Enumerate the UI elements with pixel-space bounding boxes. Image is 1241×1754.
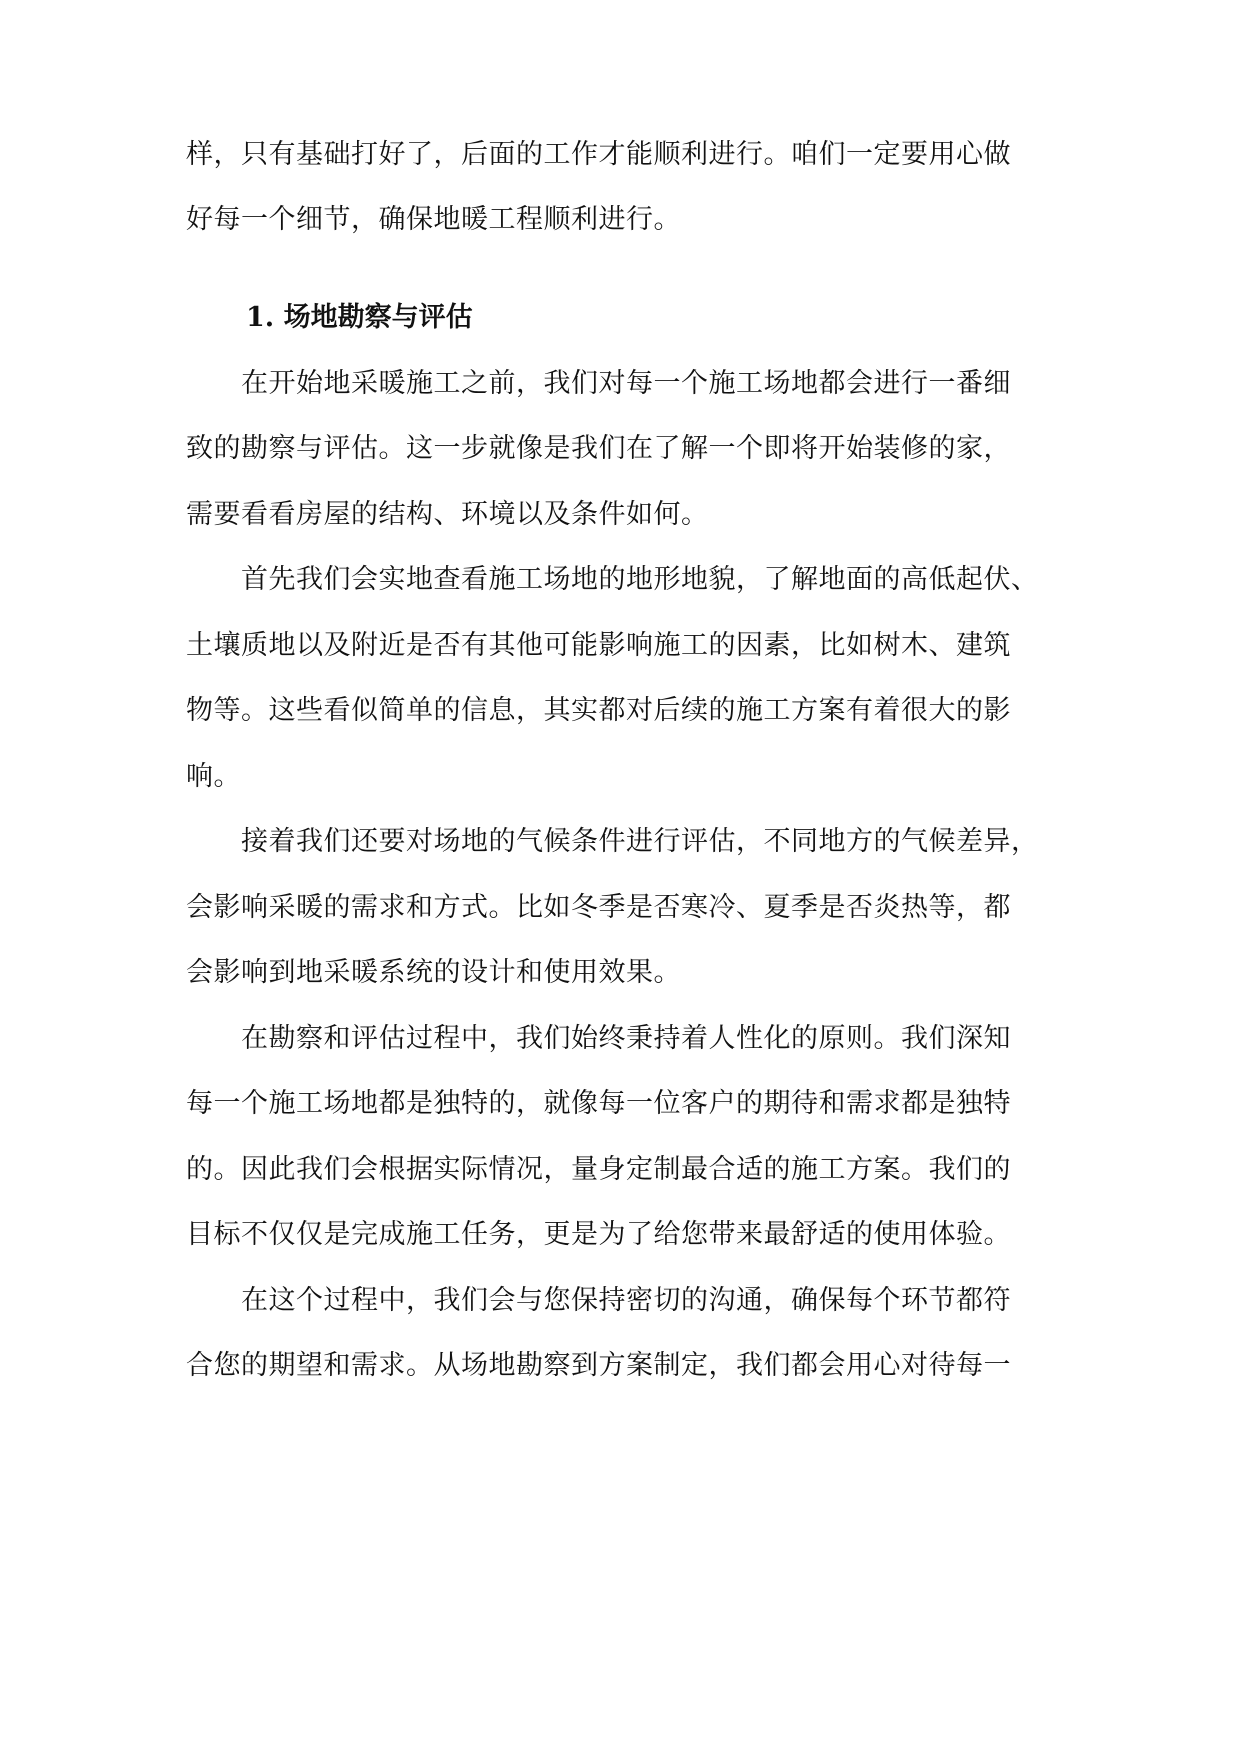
paragraph-line: 接着我们还要对场地的气候条件进行评估，不同地方的气候差异，	[186, 826, 1039, 857]
intro-line: 样，只有基础打好了，后面的工作才能顺利进行。咱们一定要用心做	[186, 139, 1011, 170]
paragraph-line: 合您的期望和需求。从场地勘察到方案制定，我们都会用心对待每一	[186, 1350, 1011, 1381]
paragraph-line: 需要看看房屋的结构、环境以及条件如何。	[186, 499, 709, 530]
paragraph-line: 的。因此我们会根据实际情况，量身定制最合适的施工方案。我们的	[186, 1154, 1011, 1185]
paragraph-line: 在这个过程中，我们会与您保持密切的沟通，确保每个环节都符	[186, 1285, 1011, 1316]
paragraph-line: 每一个施工场地都是独特的，就像每一位客户的期待和需求都是独特	[186, 1088, 1011, 1119]
paragraph-line: 物等。这些看似简单的信息，其实都对后续的施工方案有着很大的影	[186, 695, 1011, 726]
paragraph-line: 在开始地采暖施工之前，我们对每一个施工场地都会进行一番细	[186, 368, 1011, 399]
intro-line: 好每一个细节，确保地暖工程顺利进行。	[186, 204, 681, 235]
paragraph-line: 响。	[186, 761, 241, 792]
section-heading: 1. 场地勘察与评估	[246, 302, 473, 333]
paragraph-line: 目标不仅仅是完成施工任务，更是为了给您带来最舒适的使用体验。	[186, 1219, 1011, 1250]
paragraph-line: 会影响采暖的需求和方式。比如冬季是否寒冷、夏季是否炎热等，都	[186, 892, 1011, 923]
paragraph-line: 土壤质地以及附近是否有其他可能影响施工的因素，比如树木、建筑	[186, 630, 1011, 661]
paragraph-line: 会影响到地采暖系统的设计和使用效果。	[186, 957, 681, 988]
paragraph-line: 致的勘察与评估。这一步就像是我们在了解一个即将开始装修的家，	[186, 433, 1011, 464]
paragraph-line: 首先我们会实地查看施工场地的地形地貌，了解地面的高低起伏、	[186, 564, 1039, 595]
paragraph-line: 在勘察和评估过程中，我们始终秉持着人性化的原则。我们深知	[186, 1023, 1011, 1054]
